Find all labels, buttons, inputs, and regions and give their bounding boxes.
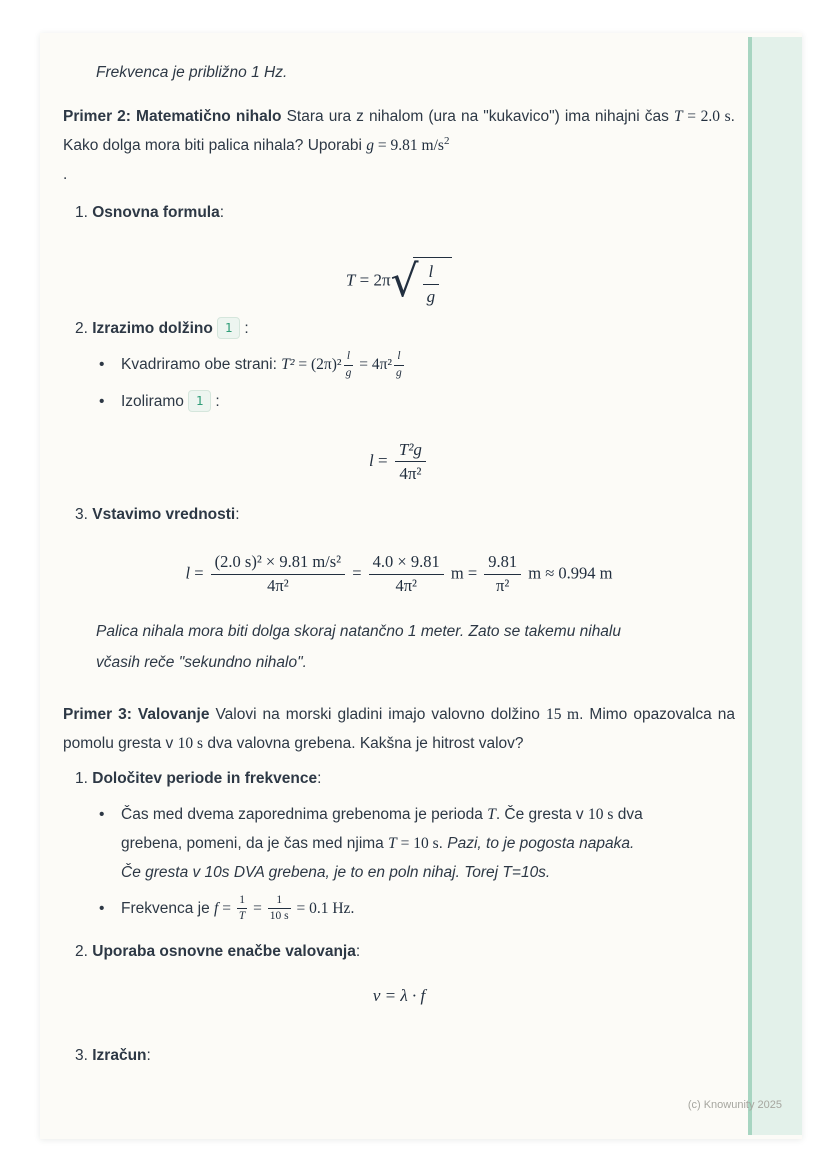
math-run: = 10 s — [396, 834, 439, 852]
fraction-numerator: 1 — [237, 894, 247, 909]
fraction-step2 — [369, 553, 444, 596]
colon: : — [235, 505, 240, 523]
fraction-numerator: l — [394, 350, 404, 365]
radicand — [413, 257, 453, 306]
formula-pendulum-period — [63, 257, 735, 306]
math-var-T: T — [673, 108, 683, 125]
colon: : — [146, 1046, 151, 1064]
colon: : — [355, 943, 361, 961]
text-run: . Če gresta v — [495, 805, 588, 823]
math-run: = 0.1 Hz. — [292, 899, 355, 917]
list-label: Izrazimo dolžino — [92, 320, 213, 338]
fraction-1-over-10s — [268, 894, 291, 923]
math-run: 15 m — [545, 705, 580, 723]
list-number: 2. — [75, 943, 88, 961]
math-run: m = — [446, 563, 482, 583]
text-run: dva grebena, pomeni, da je čas med njima — [121, 805, 643, 852]
document-page — [40, 33, 802, 1139]
bullet-list-dolocitev — [63, 800, 735, 924]
italic-note-pendulum: Palica nihala mora biti dolga skoraj natančno 1 meter. Zato se takemu nihalu včasih reče "sekundno nihalo". — [96, 622, 621, 671]
italic-note-frequency: Frekvenca je približno 1 Hz. — [96, 64, 288, 81]
fraction-denominator: 4π² — [267, 575, 289, 595]
superscript-2: 2 — [443, 134, 450, 147]
bullet-item-izoliramo — [99, 387, 735, 416]
math-var-l: l — [369, 450, 374, 470]
fraction-step1 — [211, 553, 345, 596]
math-var-T: T — [345, 270, 356, 290]
math-var-T: T — [388, 834, 397, 852]
math-var-l: l — [185, 563, 191, 583]
list-number: 3. — [75, 505, 88, 523]
list-label: Osnovna formula — [92, 204, 220, 221]
text-run: dva valovna grebena. Kakšna je hitrost valov? — [203, 734, 524, 752]
list-item-vstavimo-vrednosti — [63, 500, 735, 529]
list-item-uporaba — [63, 937, 735, 966]
fraction-numerator: 1 — [268, 894, 291, 909]
fraction-l-over-g — [394, 350, 404, 379]
fraction-step3 — [484, 553, 521, 596]
math-run: 10 s — [177, 734, 204, 752]
primer3-paragraph — [63, 700, 735, 758]
text-run: Kvadriramo obe strani: — [121, 356, 282, 374]
list-number: 1. — [75, 204, 88, 221]
list-number: 3. — [75, 1046, 88, 1064]
orphan-period: . — [63, 166, 68, 183]
fraction-numerator: 4.0 × 9.81 — [369, 553, 444, 575]
math-run: 10 s — [588, 805, 614, 823]
knowunity-watermark: (c) Knowunity 2025 — [687, 1099, 782, 1111]
fraction-denominator: g — [396, 366, 402, 379]
formula-length — [63, 440, 735, 484]
fraction-T2g-over-4pi2 — [395, 440, 426, 484]
fraction-numerator: (2.0 s)² × 9.81 m/s² — [211, 553, 345, 575]
colon: : — [219, 204, 225, 221]
text-run: . — [438, 834, 448, 852]
math-run: = — [373, 450, 392, 470]
fraction-denominator: π² — [496, 575, 510, 595]
math-run: = 2π — [355, 270, 391, 290]
text-run: Frekvenca je — [121, 899, 215, 917]
fraction-denominator: T — [238, 910, 246, 923]
colon: : — [215, 392, 220, 410]
math-run: = — [190, 563, 208, 583]
text-run: Stara ura z nihalom (ura na "kukavico") ima nihajni čas — [281, 108, 674, 125]
list-item-osnovna-formula — [63, 198, 735, 227]
primer3-title: Primer 3: Valovanje — [63, 705, 210, 723]
colon: : — [317, 769, 322, 787]
list-number: 2. — [75, 320, 88, 338]
list-item-izrazimo-dolzino — [63, 314, 735, 343]
list-label: Določitev periode in frekvence — [92, 769, 318, 787]
math-run: = — [348, 563, 366, 583]
colon: : — [244, 320, 249, 338]
formula-length-computation — [63, 553, 735, 596]
math-var-g: g — [366, 137, 375, 154]
fraction-denominator: 4π² — [395, 575, 417, 595]
math-run: m ≈ 0.994 m — [524, 563, 613, 583]
list-label: Uporaba osnovne enačbe valovanja — [92, 943, 356, 961]
square-root — [391, 257, 453, 306]
math-run: = 4π² — [355, 356, 393, 374]
fraction-denominator: 4π² — [399, 464, 422, 484]
bullet-item-perioda — [99, 800, 646, 887]
text-run: Valovi na morski gladini imajo valovno dolžino — [209, 705, 546, 723]
primer2-title: Primer 2: Matematično nihalo — [63, 108, 282, 125]
bullet-list-izrazimo — [63, 350, 735, 416]
text-run: . Kako dolga mora biti palica nihala? Uporabi — [63, 108, 735, 154]
math-run: T² — [281, 356, 295, 374]
fraction-1-over-T — [237, 894, 247, 923]
fraction-numerator: l — [344, 350, 354, 365]
inline-code-chip: 1 — [188, 390, 212, 412]
radical-icon: √ — [390, 255, 419, 307]
fraction-denominator: 10 s — [269, 910, 289, 923]
italic-warning: Pazi, to je pogosta napaka. Če gresta v 10s DVA grebena, je to en poln nihaj. Torej T=10s. — [121, 834, 635, 881]
page-right-ribbon — [748, 37, 802, 1135]
formula-wave-equation — [63, 986, 735, 1006]
math-run: = — [249, 899, 266, 917]
math-var-T: T — [487, 805, 496, 823]
fraction-denominator: g — [345, 366, 352, 379]
fraction-l-over-g — [344, 350, 354, 379]
primer2-paragraph — [63, 102, 735, 160]
list-number: 1. — [75, 769, 88, 787]
math-run: = — [218, 899, 235, 917]
fraction-numerator: T²g — [395, 440, 426, 463]
page-content — [63, 33, 735, 1070]
list-item-izracun — [63, 1041, 735, 1070]
fraction-numerator: 9.81 — [484, 553, 521, 575]
inline-code-chip: 1 — [217, 317, 241, 339]
text-run: . Mimo opazovalca na pomolu gresta v — [63, 705, 735, 752]
fraction-l-over-g — [423, 262, 440, 306]
fraction-denominator: g — [426, 286, 436, 306]
math-var-f: f — [214, 899, 219, 917]
math-expression: v = λ · f — [372, 986, 426, 1006]
math-run: = (2π)² — [294, 356, 342, 374]
bullet-item-kvadriramo — [99, 350, 735, 380]
math-run: = 9.81 m/s — [374, 137, 444, 154]
text-run: Izoliramo — [121, 392, 184, 410]
text-run: Čas med dvema zaporednima grebenoma je perioda — [121, 805, 488, 823]
math-run: = 2.0 s — [682, 108, 731, 125]
fraction-numerator: l — [423, 262, 440, 285]
list-label: Vstavimo vrednosti — [92, 505, 236, 523]
bullet-item-frekvenca — [99, 894, 735, 924]
list-item-dolocitev — [63, 764, 735, 793]
list-label: Izračun — [92, 1046, 147, 1064]
